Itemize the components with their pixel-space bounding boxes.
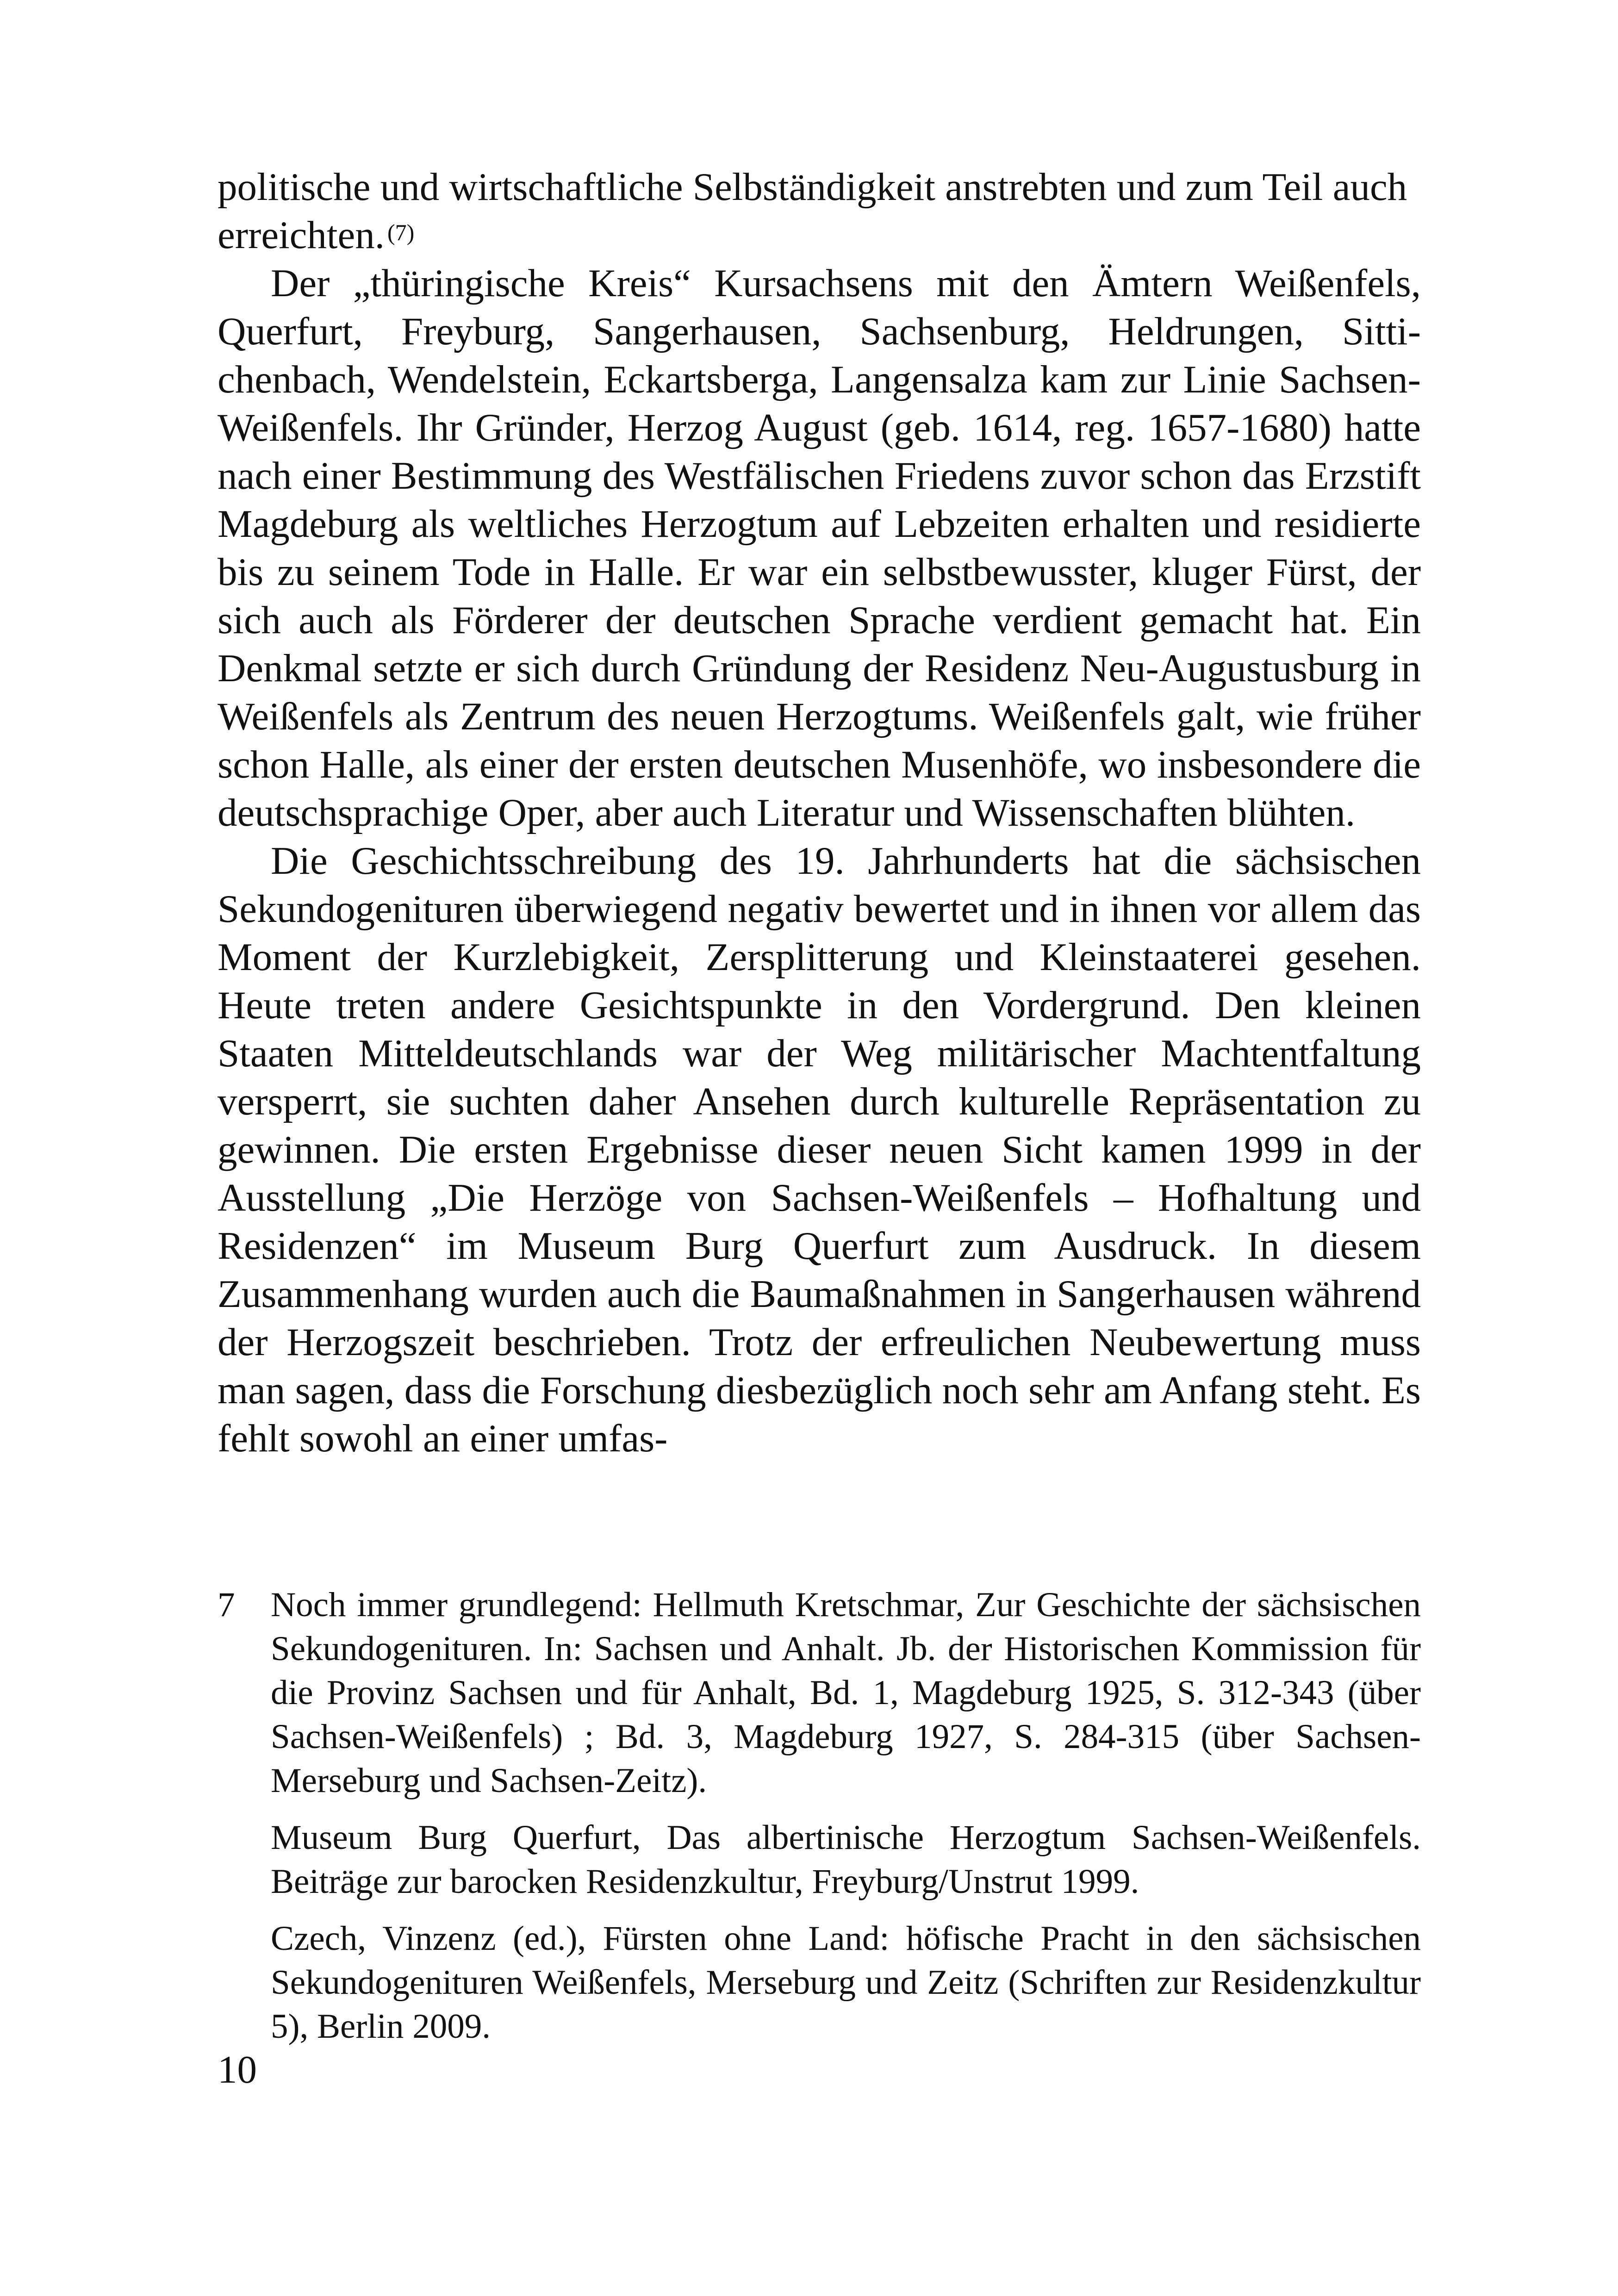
footnote-7 <box>218 1583 1421 1803</box>
footnote-7-continued-2 <box>218 1916 1421 2048</box>
paragraph-1 <box>218 163 1421 259</box>
footnote-number: 7 <box>218 1586 235 1624</box>
footnote-text: Czech, Vinzenz (ed.), Fürsten ohne Land: höfische Pracht in den sächsischen Sekundogenituren Weißenfels, Merseburg und Zeitz (Schriften zur Residenzkultur 5), Berlin 2009. <box>271 1919 1421 2046</box>
footnote-text: Museum Burg Querfurt, Das albertinische Herzogtum Sachsen-Weißenfels. Beiträge zur barocken Residenzkultur, Freyburg/Unstrut 1999. <box>271 1818 1421 1901</box>
paragraph-2: Der „thüringische Kreis“ Kursachsens mit den Ämtern Weißenfels, Querfurt, Freyburg, Sangerhausen, Sachsenburg, Heldrungen, Sittichenbach, Wendelstein, Eckartsberga, Langensalza kam zur Linie Sachsen-Weißenfels. Ihr Gründer, Herzog August (geb. 1614, reg. 1657-1680) hatte nach einer Bestimmung des Westfälischen Friedens zuvor schon das Erzstift Magdeburg als weltliches Herzogtum auf Lebzeiten erhalten und residierte bis zu seinem Tode in Halle. Er war ein selbstbewusster, kluger Fürst, der sich auch als Förderer der deutschen Sprache verdient gemacht hat. Ein Denkmal setzte er sich durch Gründung der Residenz Neu-Augustusburg in Weißenfels als Zentrum des neuen Herzogtums. Weißenfels galt, wie früher schon Halle, als einer der ersten deutschen Musenhöfe, wo insbesondere die deutschsprachige Oper, aber auch Literatur und Wissenschaften blühten. <box>218 261 1421 834</box>
footnote-7-continued-1 <box>218 1816 1421 1904</box>
footnotes <box>218 1583 1421 2061</box>
paragraph-3: Die Geschichtsschreibung des 19. Jahrhunderts hat die sächsischen Sekundogenituren überwiegend negativ bewertet und in ihnen vor allem das Moment der Kurzlebigkeit, Zersplitterung und Kleinstaaterei gesehen. Heute treten andere Gesichtspunkte in den Vordergrund. Den kleinen Staaten Mitteldeutschlands war der Weg militärischer Machtentfaltung versperrt, sie suchten daher Ansehen durch kulturelle Repräsentation zu gewinnen. Die ersten Ergebnisse dieser neuen Sicht kamen 1999 in der Ausstellung „Die Herzöge von Sachsen-Weißenfels – Hofhaltung und Residenzen“ im Museum Burg Querfurt zum Ausdruck. In diesem Zusammenhang wurden auch die Baumaßnahmen in Sangerhausen während der Herzogszeit beschrieben. Trotz der erfreulichen Neubewertung muss man sagen, dass die Forschung diesbezüglich noch sehr am Anfang steht. Es fehlt sowohl an einer umfas- <box>218 839 1421 1460</box>
footnote-text: Noch immer grundlegend: Hellmuth Kretschmar, Zur Geschichte der sächsischen Sekundogenituren. In: Sachsen und Anhalt. Jb. der Historischen Kommission für die Provinz Sachsen und für Anhalt, Bd. 1, Magdeburg 1925, S. 312-343 (über Sachsen-Weißenfels) ; Bd. 3, Magdeburg 1927, S. 284-315 (über Sachsen-Merseburg und Sachsen-Zeitz). <box>271 1586 1421 1800</box>
body-text <box>218 163 1421 1462</box>
paragraph-1-text: politische und wirtschaftliche Selbständigkeit anstrebten und zum Teil auch erreichten. <box>218 165 1407 257</box>
page-number: 10 <box>218 2048 257 2091</box>
footnote-reference-7[interactable]: (7) <box>387 219 415 245</box>
